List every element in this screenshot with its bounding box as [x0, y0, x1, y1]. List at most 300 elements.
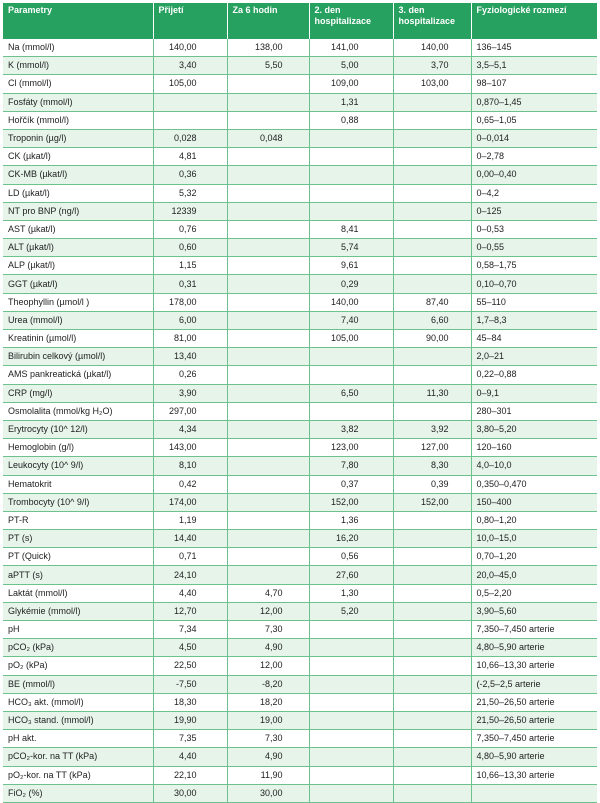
table-row [3, 657, 597, 675]
cell-day-3 [393, 511, 471, 529]
cell-parameter: NT pro BNP (ng/l) [3, 202, 153, 220]
cell-admission: 297,00 [153, 402, 227, 420]
cell-admission: 5,32 [153, 184, 227, 202]
cell-after-6-hours [227, 275, 309, 293]
header-day-3: 3. den hospitalizace [393, 3, 471, 39]
cell-reference-range: 0–125 [471, 202, 597, 220]
cell-parameter: K (mmol/l) [3, 57, 153, 75]
cell-parameter: Cl (mmol/l) [3, 75, 153, 93]
table-row [3, 693, 597, 711]
cell-reference-range: 0,70–1,20 [471, 548, 597, 566]
cell-admission: 19,90 [153, 711, 227, 729]
cell-day-3 [393, 202, 471, 220]
cell-reference-range: 0–4,2 [471, 184, 597, 202]
cell-day-2: 1,30 [309, 584, 393, 602]
cell-after-6-hours: 12,00 [227, 657, 309, 675]
cell-parameter: Troponin (µg/l) [3, 129, 153, 147]
cell-parameter: Urea (mmol/l) [3, 311, 153, 329]
cell-after-6-hours [227, 93, 309, 111]
table-row [3, 75, 597, 93]
header-row [3, 3, 597, 39]
cell-admission: 12,70 [153, 602, 227, 620]
cell-day-3 [393, 93, 471, 111]
cell-day-2: 5,20 [309, 602, 393, 620]
cell-day-2 [309, 766, 393, 784]
table-row [3, 220, 597, 238]
cell-after-6-hours: 4,90 [227, 639, 309, 657]
cell-after-6-hours [227, 384, 309, 402]
cell-day-2: 27,60 [309, 566, 393, 584]
cell-reference-range: 3,90–5,60 [471, 602, 597, 620]
table-row [3, 184, 597, 202]
cell-parameter: PT-R [3, 511, 153, 529]
cell-day-2: 6,50 [309, 384, 393, 402]
cell-day-3: 8,30 [393, 457, 471, 475]
cell-after-6-hours [227, 548, 309, 566]
cell-reference-range: 55–110 [471, 293, 597, 311]
cell-parameter: Trombocyty (10^ 9/l) [3, 493, 153, 511]
cell-after-6-hours [227, 439, 309, 457]
table-row [3, 293, 597, 311]
cell-reference-range: 45–84 [471, 330, 597, 348]
cell-parameter: Leukocyty (10^ 9/l) [3, 457, 153, 475]
cell-reference-range: 4,80–5,90 arterie [471, 639, 597, 657]
cell-after-6-hours [227, 148, 309, 166]
cell-after-6-hours: 7,30 [227, 730, 309, 748]
table-row [3, 475, 597, 493]
cell-parameter: LD (µkat/l) [3, 184, 153, 202]
cell-after-6-hours [227, 330, 309, 348]
cell-parameter: PT (s) [3, 530, 153, 548]
cell-after-6-hours: 11,90 [227, 766, 309, 784]
cell-parameter: Laktát (mmol/l) [3, 584, 153, 602]
cell-admission: 12339 [153, 202, 227, 220]
cell-reference-range: 0,80–1,20 [471, 511, 597, 529]
cell-day-2: 7,80 [309, 457, 393, 475]
cell-reference-range: 3,5–5,1 [471, 57, 597, 75]
cell-day-3 [393, 111, 471, 129]
cell-day-2 [309, 748, 393, 766]
cell-day-2 [309, 184, 393, 202]
cell-admission: 7,35 [153, 730, 227, 748]
table-row [3, 39, 597, 57]
table-row [3, 148, 597, 166]
cell-parameter: Na (mmol/l) [3, 39, 153, 57]
cell-reference-range: 21,50–26,50 arterie [471, 711, 597, 729]
cell-parameter: pCO₂-kor. na TT (kPa) [3, 748, 153, 766]
cell-day-2 [309, 639, 393, 657]
table-row [3, 311, 597, 329]
cell-reference-range: 0,350–0,470 [471, 475, 597, 493]
cell-admission: 178,00 [153, 293, 227, 311]
cell-parameter: Fosfáty (mmol/l) [3, 93, 153, 111]
cell-admission: 22,10 [153, 766, 227, 784]
cell-after-6-hours: 0,048 [227, 129, 309, 147]
cell-after-6-hours [227, 566, 309, 584]
cell-parameter: AST (µkat/l) [3, 220, 153, 238]
cell-parameter: Erytrocyty (10^ 12/l) [3, 420, 153, 438]
cell-day-2 [309, 348, 393, 366]
cell-after-6-hours [227, 475, 309, 493]
cell-admission: 3,90 [153, 384, 227, 402]
cell-admission: 8,10 [153, 457, 227, 475]
cell-admission: 0,76 [153, 220, 227, 238]
cell-reference-range: (-2,5–2,5 arterie [471, 675, 597, 693]
cell-day-2: 140,00 [309, 293, 393, 311]
cell-admission: 18,30 [153, 693, 227, 711]
cell-parameter: Hematokrit [3, 475, 153, 493]
cell-after-6-hours [227, 257, 309, 275]
cell-day-2: 141,00 [309, 39, 393, 57]
cell-day-2: 1,36 [309, 511, 393, 529]
cell-day-2: 152,00 [309, 493, 393, 511]
table-row [3, 530, 597, 548]
cell-reference-range: 0,65–1,05 [471, 111, 597, 129]
cell-day-3 [393, 766, 471, 784]
cell-day-2 [309, 711, 393, 729]
table-row [3, 748, 597, 766]
cell-reference-range: 7,350–7,450 arterie [471, 621, 597, 639]
table-row [3, 566, 597, 584]
cell-after-6-hours [227, 493, 309, 511]
cell-after-6-hours [227, 75, 309, 93]
table-row [3, 675, 597, 693]
cell-after-6-hours: 30,00 [227, 784, 309, 802]
cell-day-2 [309, 730, 393, 748]
cell-day-3: 0,39 [393, 475, 471, 493]
table-row [3, 457, 597, 475]
cell-parameter: CK-MB (µkat/l) [3, 166, 153, 184]
cell-reference-range: 0–9,1 [471, 384, 597, 402]
cell-after-6-hours [227, 402, 309, 420]
table-row [3, 420, 597, 438]
table-row [3, 730, 597, 748]
cell-admission: 1,19 [153, 511, 227, 529]
table-row [3, 257, 597, 275]
header-after-6-hours: Za 6 hodin [227, 3, 309, 39]
cell-parameter: Hemoglobin (g/l) [3, 439, 153, 457]
cell-day-3 [393, 220, 471, 238]
cell-after-6-hours: 5,50 [227, 57, 309, 75]
cell-parameter: pO₂ (kPa) [3, 657, 153, 675]
cell-parameter: GGT (µkat/l) [3, 275, 153, 293]
cell-parameter: pH [3, 621, 153, 639]
cell-reference-range: 4,80–5,90 arterie [471, 748, 597, 766]
cell-day-2 [309, 129, 393, 147]
cell-after-6-hours: 18,20 [227, 693, 309, 711]
cell-parameter: CK (µkat/l) [3, 148, 153, 166]
table-header [3, 3, 597, 39]
cell-admission: 4,40 [153, 584, 227, 602]
cell-parameter: Hořčík (mmol/l) [3, 111, 153, 129]
cell-admission: 0,36 [153, 166, 227, 184]
cell-parameter: pO₂-kor. na TT (kPa) [3, 766, 153, 784]
cell-after-6-hours: 4,90 [227, 748, 309, 766]
table-row [3, 330, 597, 348]
cell-parameter: Osmolalita (mmol/kg H₂O) [3, 402, 153, 420]
cell-admission: 0,028 [153, 129, 227, 147]
cell-day-2 [309, 166, 393, 184]
cell-day-2: 5,74 [309, 239, 393, 257]
cell-day-2: 5,00 [309, 57, 393, 75]
cell-reference-range: 0,10–0,70 [471, 275, 597, 293]
cell-admission: 7,34 [153, 621, 227, 639]
cell-day-2 [309, 402, 393, 420]
header-day-2: 2. den hospitalizace [309, 3, 393, 39]
cell-parameter: pCO₂ (kPa) [3, 639, 153, 657]
cell-day-3 [393, 239, 471, 257]
cell-admission: 4,50 [153, 639, 227, 657]
table-row [3, 275, 597, 293]
cell-parameter: HCO₃ stand. (mmol/l) [3, 711, 153, 729]
cell-day-2: 3,82 [309, 420, 393, 438]
cell-after-6-hours [227, 293, 309, 311]
cell-after-6-hours [227, 530, 309, 548]
table-row [3, 384, 597, 402]
cell-reference-range: 7,350–7,450 arterie [471, 730, 597, 748]
cell-reference-range: 20,0–45,0 [471, 566, 597, 584]
cell-day-3 [393, 366, 471, 384]
cell-reference-range: 0,58–1,75 [471, 257, 597, 275]
cell-parameter: ALP (µkat/l) [3, 257, 153, 275]
cell-admission [153, 111, 227, 129]
cell-after-6-hours: 7,30 [227, 621, 309, 639]
cell-parameter: Glykémie (mmol/l) [3, 602, 153, 620]
cell-reference-range: 150–400 [471, 493, 597, 511]
cell-day-3: 3,92 [393, 420, 471, 438]
cell-after-6-hours [227, 457, 309, 475]
table-row [3, 511, 597, 529]
cell-reference-range: 2,0–21 [471, 348, 597, 366]
cell-day-3 [393, 621, 471, 639]
cell-parameter: Theophyllin (µmol/l ) [3, 293, 153, 311]
cell-reference-range: 3,80–5,20 [471, 420, 597, 438]
cell-day-2: 8,41 [309, 220, 393, 238]
cell-day-3 [393, 402, 471, 420]
cell-reference-range: 0–2,78 [471, 148, 597, 166]
table-row [3, 493, 597, 511]
cell-admission: 13,40 [153, 348, 227, 366]
cell-admission: 81,00 [153, 330, 227, 348]
cell-after-6-hours: 138,00 [227, 39, 309, 57]
cell-reference-range: 1,7–8,3 [471, 311, 597, 329]
cell-reference-range: 10,66–13,30 arterie [471, 766, 597, 784]
cell-day-3 [393, 730, 471, 748]
cell-day-2: 0,88 [309, 111, 393, 129]
table-row [3, 402, 597, 420]
cell-admission: 4,34 [153, 420, 227, 438]
cell-admission: 0,42 [153, 475, 227, 493]
cell-day-2: 105,00 [309, 330, 393, 348]
cell-after-6-hours: 19,00 [227, 711, 309, 729]
cell-day-3: 11,30 [393, 384, 471, 402]
cell-day-2: 7,40 [309, 311, 393, 329]
cell-day-2 [309, 148, 393, 166]
cell-day-3 [393, 639, 471, 657]
table-row [3, 548, 597, 566]
cell-reference-range: 136–145 [471, 39, 597, 57]
cell-after-6-hours [227, 166, 309, 184]
table-row [3, 57, 597, 75]
cell-day-3 [393, 548, 471, 566]
cell-parameter: FiO₂ (%) [3, 784, 153, 802]
cell-after-6-hours: -8,20 [227, 675, 309, 693]
cell-admission: 105,00 [153, 75, 227, 93]
header-admission: Přijetí [153, 3, 227, 39]
cell-parameter: Bilirubin celkový (µmol/l) [3, 348, 153, 366]
cell-day-2 [309, 366, 393, 384]
table-row [3, 111, 597, 129]
cell-reference-range: 280–301 [471, 402, 597, 420]
cell-parameter: aPTT (s) [3, 566, 153, 584]
table-row [3, 439, 597, 457]
cell-admission: 6,00 [153, 311, 227, 329]
table-row [3, 766, 597, 784]
cell-parameter: BE (mmol/l) [3, 675, 153, 693]
cell-day-2: 109,00 [309, 75, 393, 93]
cell-reference-range: 0,5–2,20 [471, 584, 597, 602]
table-row [3, 202, 597, 220]
cell-day-3 [393, 129, 471, 147]
cell-day-3: 152,00 [393, 493, 471, 511]
cell-reference-range: 21,50–26,50 arterie [471, 693, 597, 711]
cell-day-3 [393, 584, 471, 602]
header-reference-range: Fyziologické rozmezí [471, 3, 597, 39]
cell-admission [153, 93, 227, 111]
cell-reference-range: 98–107 [471, 75, 597, 93]
cell-admission: 143,00 [153, 439, 227, 457]
table-row [3, 239, 597, 257]
cell-admission: 14,40 [153, 530, 227, 548]
cell-admission: 1,15 [153, 257, 227, 275]
cell-parameter: pH akt. [3, 730, 153, 748]
cell-day-2 [309, 621, 393, 639]
cell-day-3 [393, 711, 471, 729]
cell-day-3: 140,00 [393, 39, 471, 57]
cell-day-3 [393, 748, 471, 766]
cell-reference-range: 0–0,53 [471, 220, 597, 238]
cell-reference-range: 0,00–0,40 [471, 166, 597, 184]
table-row [3, 129, 597, 147]
cell-day-3 [393, 348, 471, 366]
cell-day-3 [393, 184, 471, 202]
cell-day-2: 123,00 [309, 439, 393, 457]
cell-reference-range: 0,870–1,45 [471, 93, 597, 111]
table-row [3, 711, 597, 729]
cell-day-2 [309, 202, 393, 220]
lab-results-table-container [3, 3, 597, 803]
cell-day-3 [393, 530, 471, 548]
cell-after-6-hours [227, 220, 309, 238]
cell-after-6-hours [227, 511, 309, 529]
table-row [3, 621, 597, 639]
cell-admission: 4,81 [153, 148, 227, 166]
cell-reference-range: 10,66–13,30 arterie [471, 657, 597, 675]
cell-day-3: 103,00 [393, 75, 471, 93]
cell-day-3 [393, 166, 471, 184]
cell-parameter: ALT (µkat/l) [3, 239, 153, 257]
table-row [3, 166, 597, 184]
cell-day-2: 9,61 [309, 257, 393, 275]
cell-admission: 3,40 [153, 57, 227, 75]
cell-admission: 24,10 [153, 566, 227, 584]
cell-after-6-hours: 4,70 [227, 584, 309, 602]
cell-parameter: CRP (mg/l) [3, 384, 153, 402]
cell-day-3 [393, 602, 471, 620]
cell-after-6-hours [227, 184, 309, 202]
cell-reference-range: 0–0,55 [471, 239, 597, 257]
cell-after-6-hours [227, 311, 309, 329]
cell-after-6-hours [227, 420, 309, 438]
cell-reference-range: 10,0–15,0 [471, 530, 597, 548]
cell-admission: 0,31 [153, 275, 227, 293]
table-row [3, 348, 597, 366]
cell-day-2: 1,31 [309, 93, 393, 111]
cell-admission: 22,50 [153, 657, 227, 675]
lab-results-table [3, 3, 597, 803]
cell-admission: 4,40 [153, 748, 227, 766]
cell-day-3: 6,60 [393, 311, 471, 329]
cell-admission: 0,26 [153, 366, 227, 384]
cell-after-6-hours [227, 111, 309, 129]
cell-day-2: 0,37 [309, 475, 393, 493]
cell-after-6-hours [227, 202, 309, 220]
cell-day-3 [393, 675, 471, 693]
cell-day-3 [393, 657, 471, 675]
cell-admission: -7,50 [153, 675, 227, 693]
table-row [3, 602, 597, 620]
cell-day-3: 127,00 [393, 439, 471, 457]
cell-after-6-hours [227, 239, 309, 257]
cell-admission: 0,71 [153, 548, 227, 566]
cell-reference-range: 0–0,014 [471, 129, 597, 147]
cell-after-6-hours [227, 348, 309, 366]
cell-day-3 [393, 148, 471, 166]
table-row [3, 366, 597, 384]
cell-parameter: PT (Quick) [3, 548, 153, 566]
cell-day-2 [309, 693, 393, 711]
cell-day-3: 87,40 [393, 293, 471, 311]
cell-admission: 174,00 [153, 493, 227, 511]
header-parameters: Parametry [3, 3, 153, 39]
cell-day-3: 90,00 [393, 330, 471, 348]
table-body [3, 39, 597, 802]
cell-parameter: Kreatinin (µmol/l) [3, 330, 153, 348]
cell-after-6-hours: 12,00 [227, 602, 309, 620]
cell-after-6-hours [227, 366, 309, 384]
cell-reference-range: 0,22–0,88 [471, 366, 597, 384]
cell-admission: 140,00 [153, 39, 227, 57]
cell-admission: 0,60 [153, 239, 227, 257]
cell-reference-range: 120–160 [471, 439, 597, 457]
table-row [3, 639, 597, 657]
cell-reference-range: 4,0–10,0 [471, 457, 597, 475]
cell-day-2 [309, 675, 393, 693]
cell-admission: 30,00 [153, 784, 227, 802]
cell-day-2: 0,56 [309, 548, 393, 566]
cell-parameter: AMS pankreatická (µkat/l) [3, 366, 153, 384]
cell-day-3 [393, 566, 471, 584]
cell-day-2: 0,29 [309, 275, 393, 293]
table-row [3, 93, 597, 111]
cell-day-3 [393, 275, 471, 293]
cell-day-3 [393, 257, 471, 275]
cell-day-3: 3,70 [393, 57, 471, 75]
cell-day-2 [309, 657, 393, 675]
cell-day-3 [393, 693, 471, 711]
table-row [3, 584, 597, 602]
cell-parameter: HCO₃ akt. (mmol/l) [3, 693, 153, 711]
